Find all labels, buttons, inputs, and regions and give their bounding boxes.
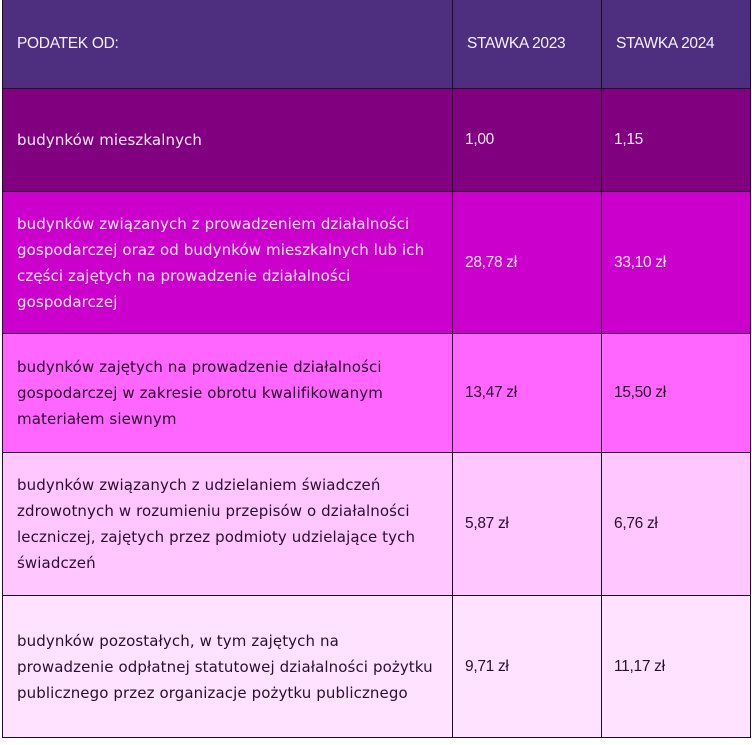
row-rate-2023: 28,78 zł — [453, 192, 602, 334]
row-rate-2024: 33,10 zł — [602, 192, 751, 334]
row-rate-2023: 9,71 zł — [453, 596, 602, 738]
row-rate-2024: 15,50 zł — [602, 334, 751, 453]
header-rate-2023: STAWKA 2023 — [453, 0, 602, 89]
table-row — [3, 89, 751, 192]
table-row — [3, 596, 751, 738]
row-description: budynków pozostałych, w tym zajętych na prowadzenie odpłatnej statutowej działalności pożytku publicznego przez organizacje pożytku publicznego — [3, 596, 453, 738]
row-rate-2023: 13,47 zł — [453, 334, 602, 453]
row-rate-2023: 5,87 zł — [453, 453, 602, 596]
row-description: budynków związanych z prowadzeniem działalności gospodarczej oraz od budynków mieszkalnych lub ich części zajętych na prowadzenie działalności gospodarczej — [3, 192, 453, 334]
table-header-row — [3, 0, 751, 89]
table-row — [3, 192, 751, 334]
row-rate-2024: 11,17 zł — [602, 596, 751, 738]
header-description: PODATEK OD: — [3, 0, 453, 89]
row-rate-2024: 1,15 — [602, 89, 751, 192]
table-row — [3, 453, 751, 596]
table-row — [3, 334, 751, 453]
row-description: budynków związanych z udzielaniem świadczeń zdrowotnych w rozumieniu przepisów o działalności leczniczej, zajętych przez podmioty udzielające tych świadczeń — [3, 453, 453, 596]
row-description: budynków mieszkalnych — [3, 89, 453, 192]
row-description: budynków zajętych na prowadzenie działalności gospodarczej w zakresie obrotu kwalifikowanym materiałem siewnym — [3, 334, 453, 453]
row-rate-2024: 6,76 zł — [602, 453, 751, 596]
tax-rates-table — [2, 0, 751, 738]
header-rate-2024: STAWKA 2024 — [602, 0, 751, 89]
row-rate-2023: 1,00 — [453, 89, 602, 192]
